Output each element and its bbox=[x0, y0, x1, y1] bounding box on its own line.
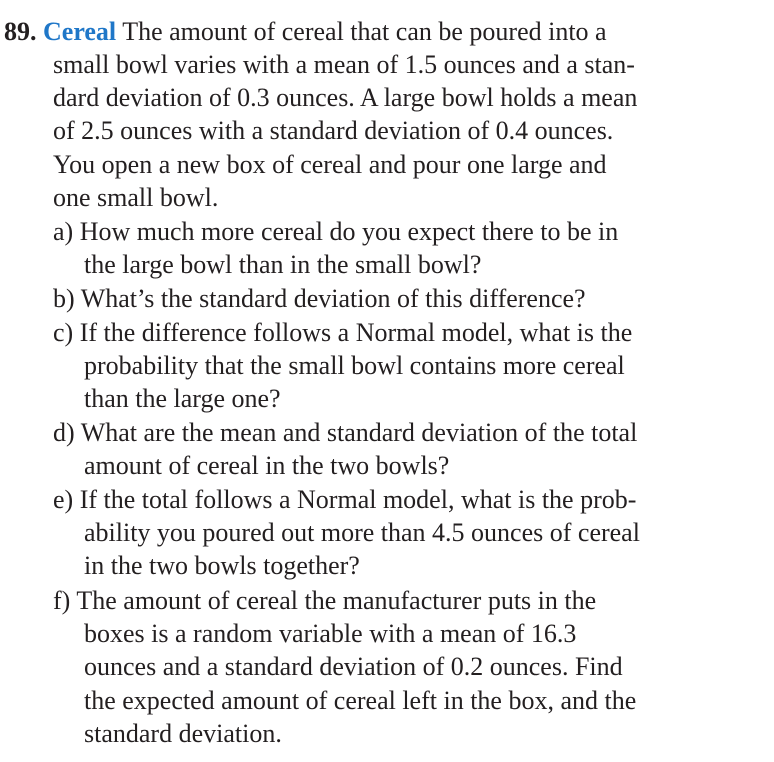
intro-line-1 bbox=[4, 15, 607, 48]
intro-line-2: small bowl varies with a mean of 1.5 ounces and a stan- bbox=[53, 50, 635, 79]
part-c-line-2: probability that the small bowl contains more cereal bbox=[84, 351, 625, 380]
problem-number: 89. bbox=[4, 17, 37, 46]
part-b-line-1 bbox=[53, 282, 586, 315]
part-f-line-3: ounces and a standard deviation of 0.2 ounces. Find bbox=[84, 652, 623, 681]
part-e-line-2: ability you poured out more than 4.5 ounces of cereal bbox=[84, 518, 640, 547]
intro-line-3: dard deviation of 0.3 ounces. A large bowl holds a mean bbox=[53, 83, 638, 112]
part-c-line-1 bbox=[53, 316, 632, 349]
part-a-line-2: the large bowl than in the small bowl? bbox=[84, 250, 482, 279]
intro-line-4: of 2.5 ounces with a standard deviation of 0.4 ounces. bbox=[53, 116, 614, 145]
intro-line-5: You open a new box of cereal and pour one large and bbox=[53, 150, 607, 179]
part-a-label: a) bbox=[53, 217, 74, 246]
part-d-label: d) bbox=[53, 418, 75, 447]
part-d-text-1: What are the mean and standard deviation of the total bbox=[80, 418, 638, 447]
part-a-line-1 bbox=[53, 215, 618, 248]
part-e-label: e) bbox=[53, 485, 74, 514]
part-d-line-1 bbox=[53, 416, 637, 449]
intro-line-6: one small bowl. bbox=[53, 183, 219, 212]
part-c-line-3: than the large one? bbox=[84, 384, 281, 413]
part-a-text-1: How much more cereal do you expect there to be in bbox=[79, 217, 619, 246]
part-e-text-1: If the total follows a Normal model, what is the prob- bbox=[79, 485, 637, 514]
part-e-line-1 bbox=[53, 483, 636, 516]
part-f-line-4: the expected amount of cereal left in the box, and the bbox=[84, 686, 637, 715]
part-b-label: b) bbox=[53, 284, 75, 313]
part-c-label: c) bbox=[53, 318, 74, 347]
part-b-text-1: What’s the standard deviation of this difference? bbox=[80, 284, 586, 313]
part-d-line-2: amount of cereal in the two bowls? bbox=[84, 451, 450, 480]
problem-title: Cereal bbox=[43, 17, 117, 46]
intro-text-1: The amount of cereal that can be poured into a bbox=[122, 17, 607, 46]
part-f-line-1 bbox=[53, 584, 596, 617]
part-f-line-5: standard deviation. bbox=[84, 719, 282, 748]
part-f-line-2: boxes is a random variable with a mean of 16.3 bbox=[84, 619, 577, 648]
part-f-text-1: The amount of cereal the manufacturer puts in the bbox=[76, 586, 597, 615]
part-c-text-1: If the difference follows a Normal model, what is the bbox=[79, 318, 633, 347]
part-f-label: f) bbox=[53, 586, 71, 615]
part-e-line-3: in the two bowls together? bbox=[84, 551, 360, 580]
